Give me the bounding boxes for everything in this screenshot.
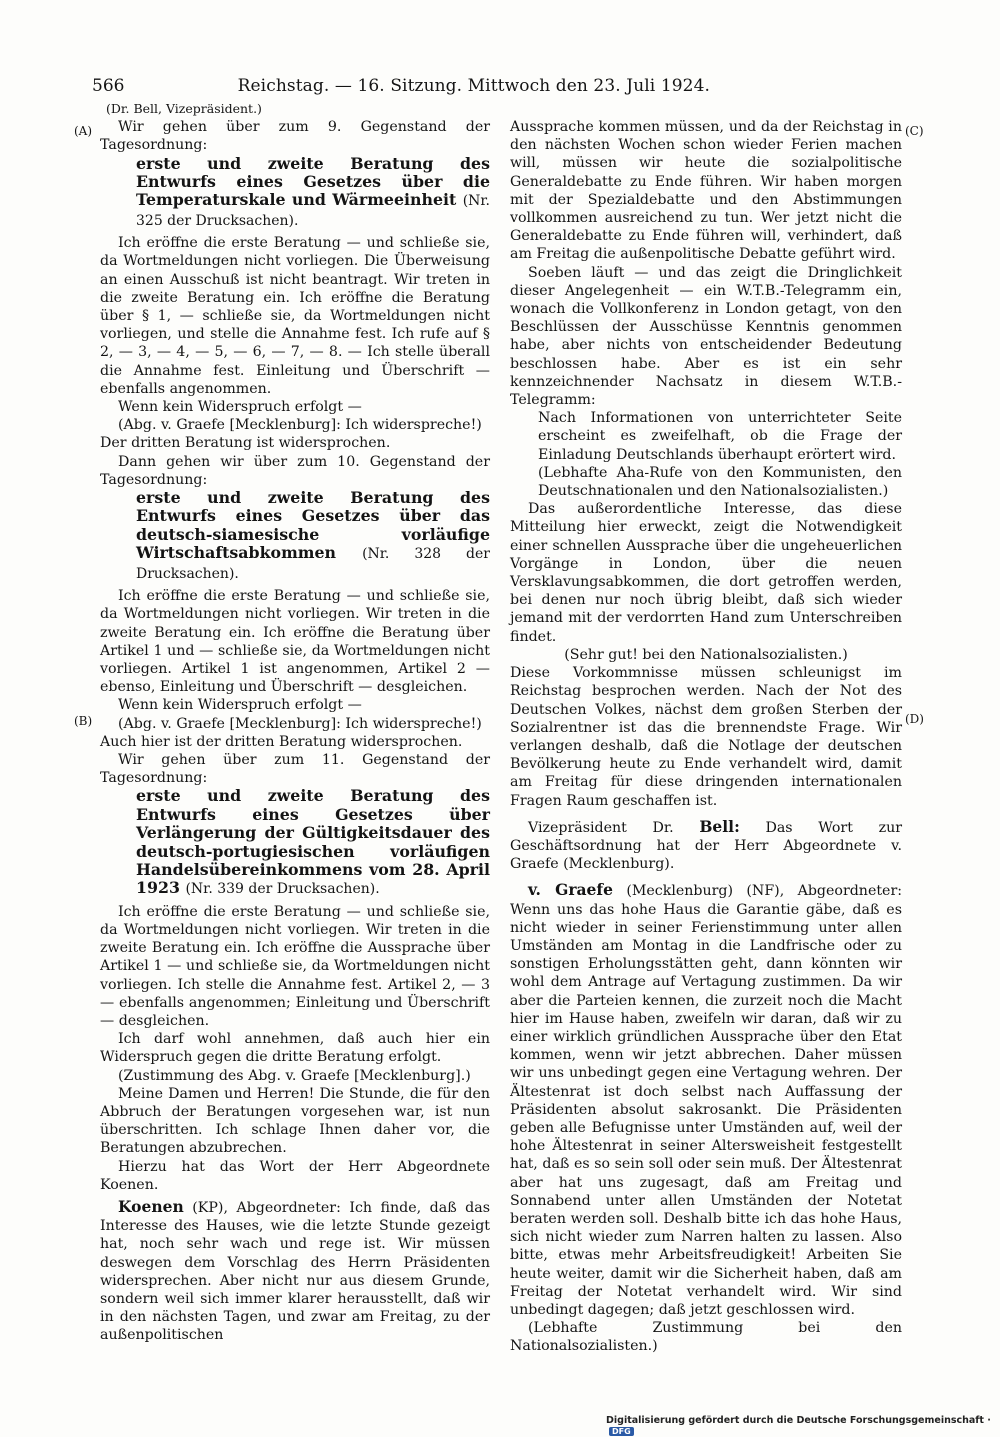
speaker-title: Vizepräsident Dr. (528, 819, 700, 836)
paragraph: Wir gehen über zum 9. Gegenstand der Tagesordnung: (100, 119, 490, 154)
paragraph: Meine Damen und Herren! Die Stunde, die für den Abbruch der Beratungen vorgesehen war, ist nun überschritten. Ich schlage Ihnen daher vor, die Beratungen abzubrechen. (100, 1085, 490, 1157)
paragraph: Ich eröffne die erste Beratung — und schließe sie, da Wortmeldungen nicht vorliegen. Wir treten in die zweite Beratung ein. Ich eröffne die Aussprache über Artikel 1 — und schließe sie, da Wortmeldungen nicht vorliegen. Ich stelle die Annahme fest. Artikel 2, — 3 — ebenfalls angenommen; Einleitung und Überschrift — desgleichen. (100, 903, 490, 1029)
interjection: (Abg. v. Graefe [Mecklenburg]: Ich widerspreche!) (118, 715, 482, 732)
interjection: (Lebhafte Aha-Rufe von den Kommunisten, den Deutschnationalen und den Nationalsozialisten.) (538, 464, 902, 500)
document-reference: (Nr. 325 der Drucksachen). (136, 193, 491, 229)
paragraph: Diese Vorkommnisse müssen schleunigst im Reichstag besprochen werden. Nach der Not des Deutschen Volkes, nächst dem großen Sterben der Sozialrentner ist das die brennendste Frage. Wir verlangen deshalb, daß die Notlage der deutschen Bevölkerung heute zu Ende verhandelt wird, damit am Freitag für diese dringenden internationalen Fragen Raum geschaffen ist. (510, 665, 902, 809)
paragraph: Der dritten Beratung ist widersprochen. (100, 435, 391, 452)
interjection: (Abg. v. Graefe [Mecklenburg]: Ich widerspreche!) (118, 417, 482, 434)
speech-text: (KP), Abgeordneter: Ich finde, daß das Interesse des Hauses, wie die letzte Stunde gezeigt hat, noch sehr wach und rege ist. Wir müssen deswegen dem Vorschlag des Herrn Präsidenten widersprechen. Aber nicht nur aus diesem Grunde, sondern weil sich immer klarer herausstellt, daß wir in den nächsten Tagen, und zwar am Freitag, zu der außenpolitischen (100, 1200, 490, 1344)
paragraph: Ich eröffne die erste Beratung — und schließe sie, da Wortmeldungen nicht vorliegen. Die Überweisung an einen Ausschuß ist nicht beantragt. Wir treten in die zweite Beratung ein. Ich eröffne die Beratung über § 1, — schließe sie, da Wortmeldungen nicht vorliegen, und stelle die Annahme fest. Ich rufe auf § 2, — 3, — 4, — 5, — 6, — 7, — 8. — Ich stelle überall die Annahme fest. Einleitung und Überschrift — ebenfalls angenommen. (100, 235, 490, 397)
paragraph: Ich darf wohl annehmen, daß auch hier ein Widerspruch gegen die dritte Beratung erfolgt. (100, 1031, 490, 1066)
agenda-title-text: erste und zweite Beratung des Entwurfs eines Gesetzes über die Temperaturskale und Wärmeeinheit (136, 153, 490, 210)
interjection: (Zustimmung des Abg. v. Graefe [Mecklenburg].) (118, 1067, 471, 1084)
speech (100, 1198, 490, 1345)
agenda-item-title (136, 787, 490, 898)
paragraph: Wenn kein Widerspruch erfolgt — (118, 697, 362, 714)
speech (510, 818, 902, 874)
margin-marker-c: (C) (905, 124, 924, 138)
agenda-item-title (136, 489, 490, 583)
speaker-name: Bell: (699, 816, 740, 836)
paragraph: Hierzu hat das Wort der Herr Abgeordnete Koenen. (100, 1158, 490, 1193)
margin-marker-a: (A) (74, 124, 93, 138)
paragraph: Wenn kein Widerspruch erfolgt — (118, 399, 362, 416)
speech-text: (Mecklenburg) (NF), Abgeordneter: Wenn uns das hohe Haus die Garantie gäbe, daß es nicht wieder in seiner Ferienstimmung unter allen Umständen am Montag in die Landfrische oder zu sonstigen Erholungsstätten geht, dann könnten wir wohl dem Antrage auf Vertagung zustimmen. Da wir aber die Parteien kennen, die zurzeit noch die Macht hier im Hause haben, zweifeln wir daran, daß wir zu einer wirklich gründlichen Aussprache über den Etat kommen, wenn wir jetzt abbrechen. Daher müssen wir uns unbedingt gegen eine Vertagung wehren. Der Ältestenrat ist doch selbst nach Auffassung der Präsidenten absolut sakrosankt. Die Präsidenten geben alle Befugnisse unter Umständen auf, weil der hohe Ältestenrat in seiner Altersweisheit festgestellt hat, daß es so sein soll oder sein muß. Der Ältestenrat aber hat uns zugesagt, daß am Freitag und Sonnabend unter allen Umständen der Notetat beraten werden soll. Deshalb bitte ich das hohe Haus, sich nicht wieder zum Narren halten zu lassen. Also bitte, etwas mehr Arbeitsfreudigkeit! Arbeiten Sie heute weiter, damit wir die Sicherheit haben, daß am Freitag der Notetat verhandelt wird. Wir sind unbedingt dagegen; daß jetzt geschlossen wird. (510, 883, 903, 1318)
paragraph: Ich eröffne die erste Beratung — und schließe sie, da Wortmeldungen nicht vorliegen. Wir treten in die zweite Beratung ein. Ich eröffne die Beratung über Artikel 1 und — schließe sie, da Wortmeldungen nicht vorliegen. Artikel 1 ist angenommen, Artikel 2 — ebenso, Einleitung und Überschrift — desgleichen. (100, 588, 490, 696)
margin-marker-b: (B) (74, 714, 93, 728)
right-column (510, 118, 902, 1356)
footer-text: Digitalisierung gefördert durch die Deutsche Forschungsgemeinschaft · (606, 1415, 991, 1426)
paragraph: Soeben läuft — und das zeigt die Dringlichkeit dieser Angelegenheit — ein W.T.B.-Telegramm ein, wonach die Vollkonferenz in London getagt, von den Beschlüssen der Ausschüsse Kenntnis genommen habe, aber nichts von entscheidender Bedeutung beschlossen habe. Aber es ist ein sehr kennzeichnender Nachsatz in diesem W.T.B.-Telegramm: (510, 264, 902, 409)
speaker-note: (Dr. Bell, Vizepräsident.) (106, 101, 262, 116)
dfg-logo: DFG (609, 1427, 634, 1436)
paragraph: Dann gehen wir über zum 10. Gegenstand der Tagesordnung: (100, 453, 490, 488)
speech-text: Das Wort zur Geschäftsordnung hat der Herr Abgeordnete v. Graefe (Mecklenburg). (510, 819, 902, 873)
page-number: 566 (92, 76, 125, 96)
document-reference: (Nr. 339 der Drucksachen). (185, 881, 380, 898)
paragraph: Aussprache kommen müssen, und da der Reichstag in den nächsten Wochen schon wieder Ferien machen will, müssen wir heute die sozialpolitische Generaldebatte zu Ende führen. Wir haben morgen mit der Spezialdebatte und den Abstimmungen vollkommen ausreichend zu tun. Wer jetzt nicht die Generaldebatte zu Ende führen will, verhindert, daß am Freitag die außenpolitische Debatte geführt wird. (510, 119, 902, 263)
document-reference: (Nr. 328 der Drucksachen). (136, 546, 490, 582)
paragraph: Das außerordentliche Interesse, das diese Mitteilung hier erweckt, zeigt die Notwendigkeit einer schnellen Aussprache über die ungeheuerlichen Vorgänge in London, über die neuen Versklavungsabkommen, die dort getroffen werden, bei denen nur noch übrig bleibt, daß sich wieder jemand mit der verdorrten Hand zum Unterschreiben findet. (510, 501, 902, 645)
interjection: (Sehr gut! bei den Nationalsozialisten.) (564, 646, 848, 663)
speaker-name: v. Graefe (528, 880, 613, 900)
paragraph: Auch hier ist der dritten Beratung widersprochen. (100, 733, 463, 750)
paragraph: Wir gehen über zum 11. Gegenstand der Tagesordnung: (100, 751, 490, 787)
agenda-item-title (136, 155, 490, 231)
quotation: Nach Informationen von unterrichteter Seite erscheint es zweifelhaft, ob die Frage der Einladung Deutschlands überhaupt erörtert wird. (538, 410, 902, 463)
interjection: (Lebhafte Zustimmung bei den Nationalsozialisten.) (510, 1320, 902, 1355)
speech (510, 881, 902, 1319)
agenda-title-text: erste und zweite Beratung des Entwurfs eines Gesetzes über Verlängerung der Gültigkeitsdauer des deutsch-portugiesischen vorläufigen Handelsübereinkommens vom 28. April 1923 (136, 786, 490, 898)
margin-marker-d: (D) (905, 712, 924, 726)
running-title: Reichstag. — 16. Sitzung. Mittwoch den 23. Juli 1924. (237, 76, 710, 96)
agenda-title-text: erste und zweite Beratung des Entwurfs eines Gesetzes über das deutsch-siamesische vorläufige Wirtschaftsabkommen (136, 488, 490, 563)
speaker-name: Koenen (118, 1197, 184, 1217)
left-column (100, 100, 490, 1345)
page-header (92, 76, 710, 98)
